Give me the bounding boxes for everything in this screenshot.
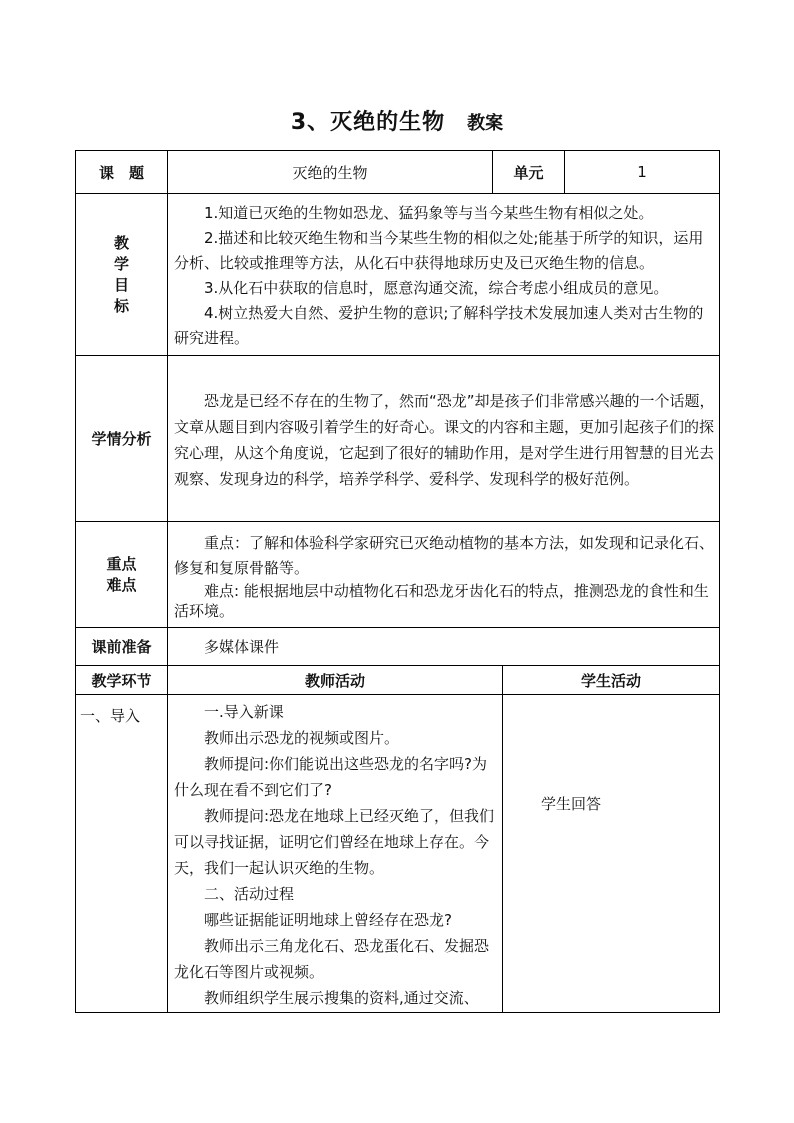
table-row: [76, 522, 720, 628]
teacher-activity-line: 教师提问:恐龙在地球上已经灭绝了，但我们可以寻找证据，证明它们曾经在地球上存在。今天，我们一起认识灭绝的生物。: [174, 807, 495, 877]
keypoints-content: [168, 522, 720, 628]
teacher-activity-line: 哪些证据能证明地球上曾经存在恐龙?: [204, 911, 452, 929]
teacher-activity-line: 教师提问:你们能说出这些恐龙的名字吗?为什么现在看不到它们了?: [174, 755, 488, 799]
keypoints-label-cell: [76, 522, 168, 628]
objective-item: 3.从化石中获取的信息时，愿意沟通交流，综合考虑小组成员的意见。: [204, 278, 669, 297]
student-activity-content: 学生回答: [503, 695, 720, 1013]
keypoints-label-line: 重点: [106, 554, 137, 573]
objectives-label-char: 目: [113, 275, 129, 294]
teacher-activity-line: 二、活动过程: [204, 885, 295, 903]
objectives-label-char: 标: [113, 296, 129, 315]
student-activity-header: 学生活动: [503, 666, 720, 695]
table-row: [76, 628, 720, 666]
difficult-point: 难点: 能根据地层中动植物化石和恐龙牙齿化石的特点，推测恐龙的食性和生活环境。: [174, 581, 709, 620]
unit-value: 1: [565, 151, 720, 194]
teacher-activity-content: [168, 695, 503, 1013]
table-row: [76, 151, 720, 194]
table-row: [76, 695, 720, 1013]
objective-item: 4.树立热爱大自然、爱护生物的意识;了解科学技术发展加速人类对古生物的研究进程。: [174, 303, 704, 347]
title-sub: 教案: [467, 113, 504, 134]
analysis-label: 学情分析: [76, 356, 168, 522]
key-point: 重点：了解和体验科学家研究已灭绝动植物的基本方法，如发现和记录化石、修复和复原骨骼等。: [174, 533, 715, 577]
unit-label: 单元: [493, 151, 565, 194]
prep-label: 课前准备: [76, 628, 168, 666]
objectives-label-char: 学: [113, 254, 129, 273]
teacher-activity-line: 教师组织学生展示搜集的资料,通过交流、: [204, 989, 479, 1007]
objectives-content: [168, 194, 720, 356]
stage-label: 一、导入: [76, 695, 168, 1013]
teacher-activity-header: 教师活动: [168, 666, 503, 695]
subject-label: 课 题: [76, 151, 168, 194]
objectives-label: [76, 233, 167, 317]
title-main: 3、灭绝的生物: [290, 110, 446, 135]
objective-item: 2.描述和比较灭绝生物和当今某些生物的相似之处;能基于所学的知识，运用分析、比较或推理等方法，从化石中获得地球历史及已灭绝生物的信息。: [174, 228, 704, 272]
prep-value: 多媒体课件: [204, 637, 280, 656]
subject-value: 灭绝的生物: [168, 151, 493, 194]
teacher-activity-line: 教师出示三角龙化石、恐龙蛋化石、发掘恐龙化石等图片或视频。: [174, 937, 490, 981]
lesson-plan-table: [75, 150, 720, 1013]
page-title: [0, 105, 794, 136]
keypoints-label-line: 难点: [106, 575, 137, 594]
teacher-activity-line: 一.导入新课: [204, 703, 284, 721]
table-row: [76, 194, 720, 356]
prep-content: [168, 628, 720, 666]
objective-item: 1.知道已灭绝的生物如恐龙、猛犸象等与当今某些生物有相似之处。: [204, 203, 654, 222]
table-row: [76, 356, 720, 522]
table-row: [76, 666, 720, 695]
analysis-content: [168, 356, 720, 522]
objectives-label-char: 教: [113, 233, 129, 252]
objectives-label-cell: [76, 194, 168, 356]
stage-header: 教学环节: [76, 666, 168, 695]
analysis-text: 恐龙是已经不存在的生物了，然而“恐龙”却是孩子们非常感兴趣的一个话题，文章从题目到内容吸引着学生的好奇心。课文的内容和主题，更加引起孩子们的探究心理，从这个角度说，它起到了很好的辅助作用，是对学生进行用智慧的目光去观察、发现身边的科学，培养学科学、爱科学、发现科学的极好范例。: [174, 391, 715, 488]
keypoints-label: [76, 554, 167, 596]
teacher-activity-line: 教师出示恐龙的视频或图片。: [204, 729, 400, 747]
